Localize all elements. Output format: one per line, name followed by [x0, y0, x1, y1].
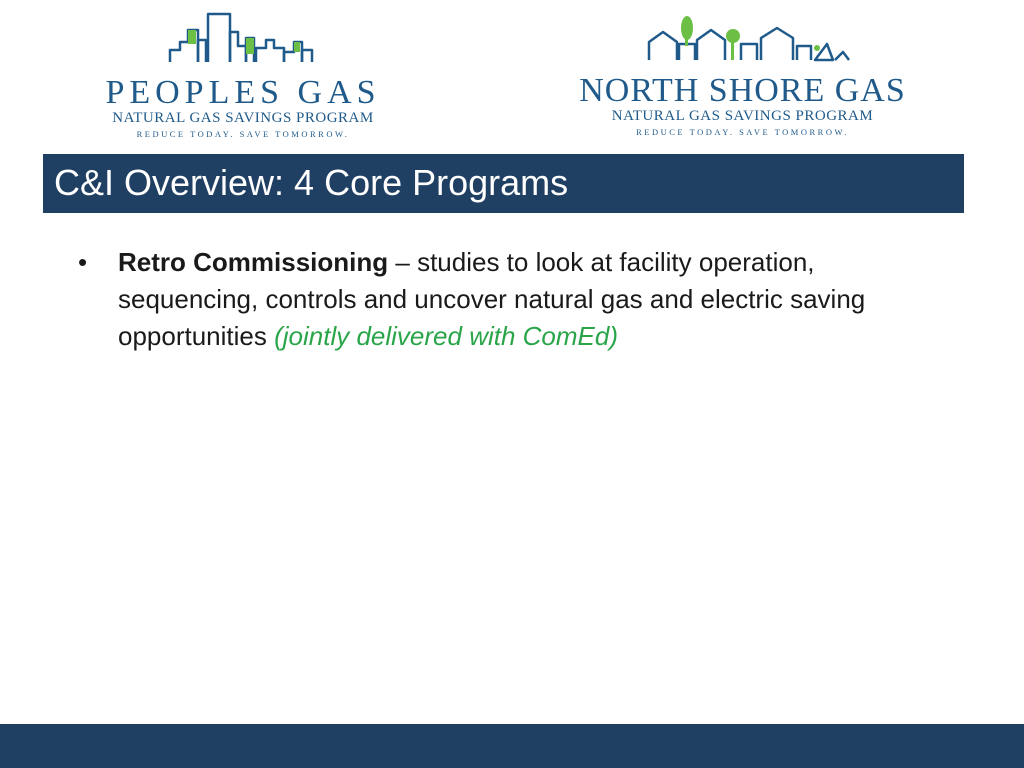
bullet-term: Retro Commissioning [118, 247, 389, 277]
slide-content [78, 244, 908, 355]
bullet-icon: • [78, 247, 88, 277]
peoples-gas-program: NATURAL GAS SAVINGS PROGRAM [112, 110, 374, 126]
city-skyline-icon [88, 12, 398, 74]
footer-bar [0, 724, 1024, 768]
north-shore-gas-program: NATURAL GAS SAVINGS PROGRAM [611, 108, 874, 124]
peoples-gas-tagline: REDUCE TODAY. SAVE TOMORROW. [136, 129, 350, 139]
north-shore-gas-logo [565, 14, 920, 140]
houses-trees-skyline-icon [565, 14, 920, 72]
north-shore-gas-tagline: REDUCE TODAY. SAVE TOMORROW. [636, 127, 849, 137]
slide-title-bar [43, 154, 964, 213]
north-shore-gas-name: NORTH SHORE GAS [579, 72, 906, 109]
bullet-description: studies to look at facility operation, sequencing, controls and uncover natural gas and electric saving opportunities [118, 247, 866, 351]
peoples-gas-logo [88, 12, 398, 142]
bullet-note: (jointly delivered with ComEd) [274, 321, 619, 351]
peoples-gas-name: PEOPLES GAS [105, 74, 381, 111]
bullet-dash: – [388, 247, 418, 277]
bullet-item [78, 244, 908, 355]
slide-title: C&I Overview: 4 Core Programs [54, 162, 569, 203]
